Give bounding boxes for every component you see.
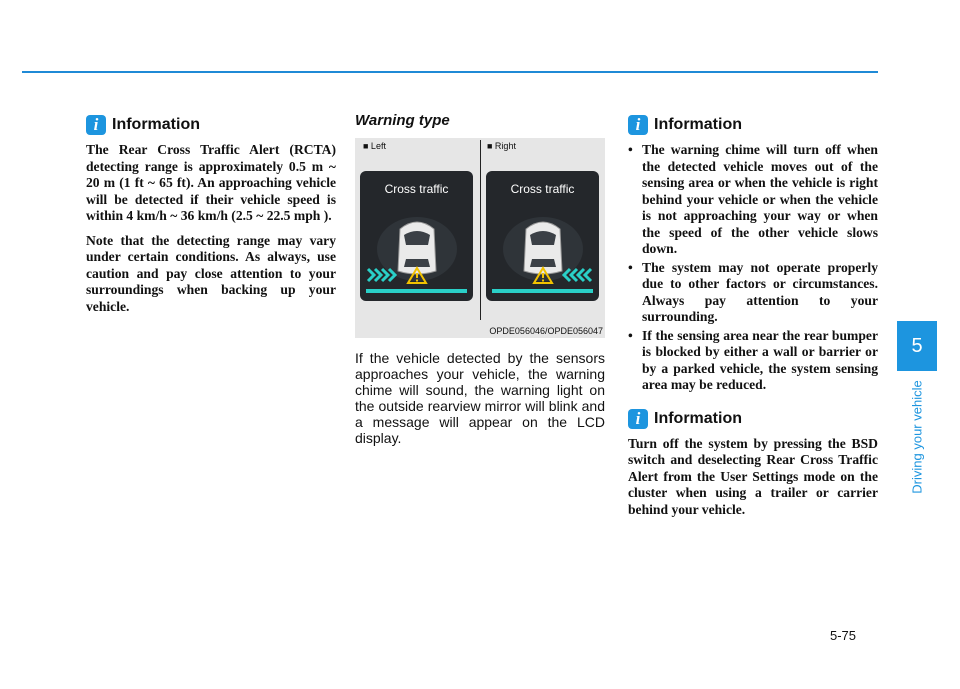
info-paragraph: The Rear Cross Traffic Alert (RCTA) detecting range is approximately 0.5 m ~ 20 m (1 ft ~ 65 ft). An approaching vehicle will be detected if their vehicle speed is within 4 km/h ~ 36 km/h (2.5 ~ 22.5 mph ). — [86, 142, 336, 223]
chapter-tab: 5 — [897, 321, 937, 371]
list-item: • The system may not operate properly due to other factors or circumstances. Always pay attention to your surrounding. — [628, 260, 878, 326]
info-heading — [628, 112, 878, 138]
figure-divider — [480, 140, 481, 320]
chevron-right-icon — [368, 269, 395, 281]
list-item: • The warning chime will turn off when the detected vehicle moves out of the sensing area or when the vehicle is right behind your vehicle or when the vehicle is not approaching your way or when the speed of the other vehicle slows down. — [628, 142, 878, 258]
column-left — [86, 112, 336, 323]
info-heading — [86, 112, 336, 138]
panel-title-left: Cross traffic — [384, 182, 449, 196]
info-paragraph: Turn off the system by pressing the BSD switch and deselecting Rear Cross Traffic Alert from the User Settings mode on the cluster when using a trailer or carrier behind your vehicle. — [628, 435, 878, 517]
body-paragraph: If the vehicle detected by the sensors approaches your vehicle, the warning chime will sound, the warning light on the outside rearview mirror will blink and a message will appear on the LCD display. — [355, 350, 605, 446]
info-icon: i — [628, 115, 648, 135]
car-warning-graphic-left — [360, 171, 473, 301]
info-title: Information — [654, 116, 742, 133]
warning-figure — [355, 138, 605, 338]
panel-title-right: Cross traffic — [510, 182, 575, 196]
list-item: • If the sensing area near the rear bumper is blocked by either a wall or barrier or by a parked vehicle, the system sensing area may be reduced. — [628, 328, 878, 394]
info-icon: i — [628, 409, 648, 429]
car-warning-graphic-right — [486, 171, 599, 301]
chapter-title: Driving your vehicle — [909, 380, 925, 494]
cluster-panel-left — [360, 171, 473, 301]
section-title: Warning type — [355, 112, 450, 129]
cluster-panel-right — [486, 171, 599, 301]
chevron-left-icon — [564, 269, 591, 281]
header-rule — [22, 71, 878, 73]
info-title: Information — [112, 116, 200, 133]
info-bullet-list — [628, 142, 878, 394]
info-heading — [628, 406, 878, 432]
column-right — [628, 112, 878, 526]
column-middle — [355, 112, 605, 446]
info-icon: i — [86, 115, 106, 135]
figure-caption: OPDE056046/OPDE056047 — [489, 326, 603, 336]
info-title: Information — [654, 409, 742, 427]
page-number: 5-75 — [830, 628, 857, 643]
chapter-label — [897, 372, 937, 502]
info-paragraph: Note that the detecting range may vary under certain conditions. As always, use caution and pay close attention to your surroundings when backing up your vehicle. — [86, 232, 336, 314]
figure-label-left: ■ Left — [363, 141, 386, 151]
figure-label-right: ■ Right — [487, 141, 516, 151]
